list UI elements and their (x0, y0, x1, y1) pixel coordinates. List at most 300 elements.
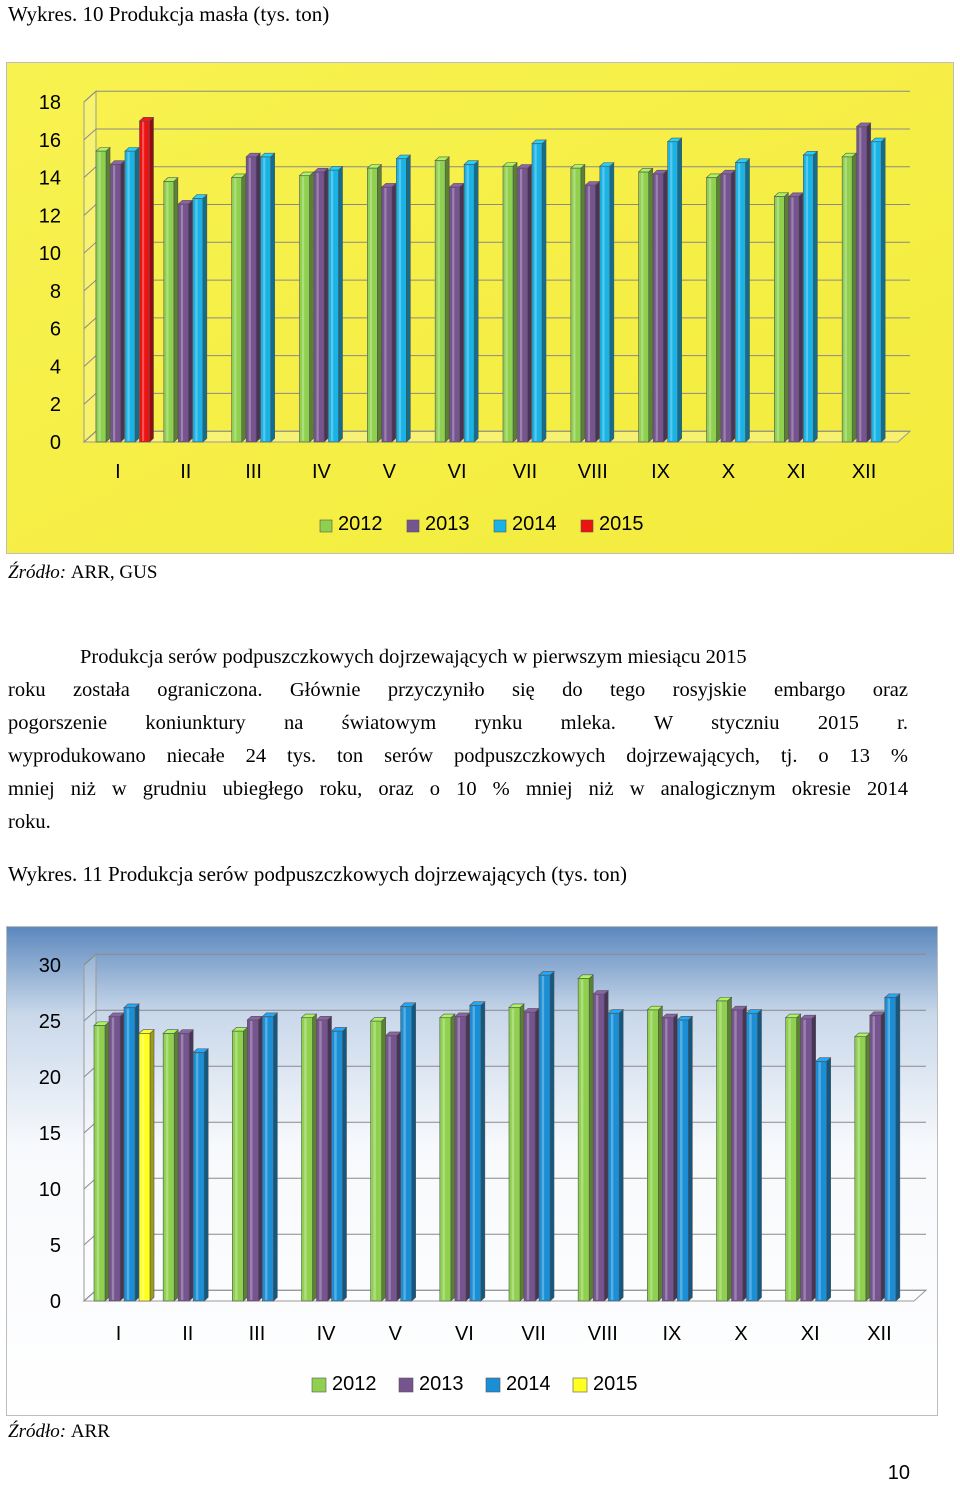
bar-2012-I (94, 1022, 109, 1301)
bar-2012-X (717, 997, 732, 1301)
bar-front (314, 172, 324, 442)
bar-highlight (370, 169, 372, 441)
chart2-source (8, 1421, 110, 1443)
bar-side (743, 1006, 747, 1301)
body-paragraph (8, 641, 908, 839)
bar-side (105, 1022, 109, 1301)
bar-front (396, 159, 406, 442)
bar-highlight (749, 1014, 751, 1300)
bar-front (707, 178, 717, 442)
bar-2015-I (139, 1030, 154, 1301)
bar-side (258, 1016, 262, 1301)
bar-front (232, 1031, 243, 1301)
bar-side (343, 1027, 347, 1301)
bar-2015-I (140, 117, 154, 442)
legend-label: 2014 (506, 1373, 551, 1395)
bar-highlight (304, 1019, 306, 1300)
bar-side (382, 1017, 386, 1301)
bar-front (450, 187, 460, 442)
x-tick-label: III (245, 461, 262, 483)
bar-highlight (738, 163, 740, 441)
bar-side (135, 148, 139, 442)
bar-front (677, 1020, 688, 1301)
x-tick-label: VII (512, 461, 538, 483)
bar-2013-I (111, 161, 125, 442)
bar-2014-IV (332, 1027, 347, 1301)
bar-front (668, 142, 678, 442)
bar-highlight (512, 1009, 514, 1300)
bar-front (247, 1020, 258, 1301)
y-tick-label: 0 (49, 432, 61, 454)
bar-front (401, 1006, 412, 1301)
y-tick-label: 15 (38, 1123, 61, 1145)
bar-highlight (650, 1011, 652, 1300)
bar-side (610, 163, 614, 442)
paragraph-line: roku została ograniczona. Głównie przyczyniło się do tego rosyjskie embargo oraz (8, 679, 908, 701)
bar-front (639, 172, 649, 442)
bar-front (124, 1008, 135, 1301)
bar-side (550, 971, 554, 1301)
bar-highlight (127, 1009, 129, 1300)
bar-highlight (602, 167, 604, 441)
bar-highlight (573, 169, 575, 441)
bar-highlight (724, 175, 726, 441)
bar-side (481, 1002, 485, 1301)
bar-front (539, 975, 550, 1301)
bar-highlight (520, 169, 522, 441)
bar-highlight (874, 143, 876, 441)
bar-highlight (581, 979, 583, 1300)
bar-front (109, 1017, 120, 1301)
bar-front (164, 181, 174, 442)
chart1-caption: Wykres. 10 Produkcja masła (tys. ton) (8, 2, 330, 26)
bar-side (604, 991, 608, 1301)
y-tick-label: 12 (38, 205, 61, 228)
bar-highlight (319, 1021, 321, 1300)
x-tick-label: X (721, 461, 736, 483)
bar-side (406, 155, 410, 442)
bar-highlight (99, 152, 101, 441)
bar-2012-I (96, 148, 110, 442)
bar-side (377, 165, 381, 442)
bar-side (313, 1014, 317, 1301)
bar-side (678, 138, 682, 442)
x-tick-label: I (115, 461, 121, 483)
chart2-source-prefix: Źródło: (8, 1421, 71, 1442)
bar-highlight (235, 1032, 237, 1300)
bar-2012-VIII (571, 165, 585, 442)
bar-2012-II (164, 178, 178, 442)
bar-2012-V (367, 165, 381, 442)
bar-side (542, 140, 546, 442)
bar-highlight (806, 156, 808, 441)
bar-highlight (709, 179, 711, 441)
bar-2014-V (396, 155, 410, 442)
bar-2013-IX (653, 170, 667, 442)
bar-highlight (334, 1032, 336, 1300)
bar-2012-II (163, 1030, 178, 1301)
bar-2014-VI (470, 1002, 485, 1301)
bar-side (242, 174, 246, 442)
bar-highlight (128, 152, 130, 441)
chart1-source (8, 562, 157, 584)
bar-side (135, 1004, 139, 1301)
bar-highlight (527, 1013, 529, 1300)
bar-highlight (384, 188, 386, 441)
x-tick-label: X (734, 1323, 748, 1345)
bar-side (203, 195, 207, 442)
bar-front (329, 170, 339, 442)
bar-front (440, 1018, 451, 1301)
bar-front (816, 1061, 827, 1301)
bar-highlight (166, 1034, 168, 1300)
bar-highlight (680, 1021, 682, 1300)
bar-side (412, 1003, 416, 1301)
bar-2013-III (247, 1016, 262, 1301)
bar-front (503, 166, 513, 442)
bar-highlight (195, 199, 197, 441)
x-tick-label: V (388, 1323, 402, 1345)
x-tick-label: XI (786, 461, 806, 483)
y-tick-label: 10 (38, 1179, 61, 1201)
bar-front (193, 1052, 204, 1301)
bar-2013-VIII (593, 991, 608, 1301)
bar-2013-VI (450, 183, 464, 442)
bar-2012-V (371, 1017, 386, 1301)
bar-side (460, 183, 464, 442)
bar-2012-IV (302, 1014, 317, 1301)
bar-2012-VI (435, 157, 449, 442)
bar-2013-VII (518, 165, 532, 442)
bar-front (885, 997, 896, 1301)
bar-front (371, 1021, 382, 1301)
bar-2012-X (707, 174, 721, 442)
bar-2012-III (232, 1027, 247, 1301)
bar-side (106, 148, 110, 442)
bar-2012-XI (774, 193, 788, 442)
bar-2013-XI (789, 193, 803, 442)
legend-swatch (494, 520, 506, 532)
bar-highlight (670, 143, 672, 441)
bar-front (178, 204, 188, 442)
bar-front (261, 157, 271, 442)
bar-highlight (142, 1034, 144, 1300)
bar-front (721, 174, 731, 442)
bar-2012-VII (503, 163, 517, 442)
bar-front (246, 157, 256, 442)
bar-front (593, 994, 604, 1301)
bar-side (731, 170, 735, 442)
bar-2014-X (747, 1010, 762, 1301)
bar-front (178, 1033, 189, 1301)
bar-highlight (399, 160, 401, 441)
bar-highlight (234, 179, 236, 441)
bar-highlight (250, 1021, 252, 1300)
bar-side (799, 193, 803, 442)
bar-highlight (641, 173, 643, 441)
y-tick-label: 18 (38, 92, 61, 114)
bar-2014-XI (816, 1058, 831, 1301)
legend-label: 2013 (419, 1373, 464, 1395)
chart1-source-name: ARR, GUS (70, 562, 158, 583)
bar-front (747, 1013, 758, 1301)
bar-2012-III (232, 174, 246, 442)
x-tick-label: XII (867, 1323, 892, 1345)
bar-front (125, 151, 135, 442)
x-tick-label: XI (800, 1323, 820, 1345)
bar-2012-IV (300, 172, 314, 442)
bar-front (647, 1010, 658, 1301)
bar-side (474, 161, 478, 442)
bar-front (653, 174, 663, 442)
bar-front (789, 196, 799, 442)
bar-2013-IV (317, 1016, 332, 1301)
bar-side (392, 183, 396, 442)
bar-highlight (803, 1020, 805, 1300)
x-tick-label: III (248, 1323, 266, 1345)
bar-highlight (265, 1018, 267, 1300)
bar-front (435, 161, 445, 442)
bar-front (736, 162, 746, 442)
bar-front (94, 1025, 105, 1301)
bar-2012-IX (639, 168, 653, 442)
bar-highlight (373, 1022, 375, 1300)
bar-side (852, 153, 856, 442)
y-tick-label: 8 (49, 280, 61, 303)
bar-2013-XII (870, 1012, 885, 1301)
bar-side (812, 1015, 816, 1301)
bar-highlight (112, 1018, 114, 1300)
bar-side (881, 1012, 885, 1301)
bar-2013-XII (857, 123, 871, 442)
bar-front (140, 121, 150, 442)
bar-2013-VI (455, 1013, 470, 1301)
bar-front (382, 187, 392, 442)
bar-side (813, 151, 817, 442)
bar-highlight (535, 145, 537, 441)
bar-2013-V (386, 1032, 401, 1301)
legend-swatch (573, 1378, 587, 1392)
y-tick-label: 0 (49, 1291, 61, 1313)
bar-front (367, 168, 377, 442)
bar-2014-II (193, 1049, 208, 1301)
paragraph-line: Produkcja serów podpuszczkowych dojrzewających w pierwszym miesiącu 2015 (80, 646, 747, 668)
chart1-butter-production (6, 62, 954, 554)
bar-highlight (788, 1019, 790, 1300)
bar-side (658, 1006, 662, 1301)
bar-2014-X (736, 159, 750, 442)
bar-front (842, 157, 852, 442)
bar-side (120, 1013, 124, 1301)
side-wall (84, 91, 96, 442)
bar-side (673, 1014, 677, 1301)
x-tick-label: IX (662, 1323, 682, 1345)
bar-front (608, 1013, 619, 1301)
bar-front (524, 1012, 535, 1301)
bar-side (581, 165, 585, 442)
bar-side (649, 168, 653, 442)
bar-side (273, 1013, 277, 1301)
bar-side (121, 161, 125, 442)
bar-2012-IX (647, 1006, 662, 1301)
chart2-source-name: ARR (70, 1421, 110, 1442)
bar-2014-VIII (600, 163, 614, 442)
bar-2014-I (125, 148, 139, 442)
bar-2012-VII (509, 1004, 524, 1301)
bar-side (271, 153, 275, 442)
bar-front (600, 166, 610, 442)
x-tick-label: XII (851, 461, 877, 483)
x-tick-label: VII (521, 1323, 546, 1345)
bar-highlight (588, 186, 590, 441)
bar-highlight (791, 197, 793, 441)
bar-side (520, 1004, 524, 1301)
bar-front (571, 168, 581, 442)
bar-2012-VIII (578, 975, 593, 1301)
legend-swatch (320, 520, 332, 532)
bar-front (163, 1033, 174, 1301)
legend-swatch (486, 1378, 500, 1392)
bar-highlight (506, 167, 508, 441)
bar-highlight (263, 158, 265, 441)
bar-side (150, 117, 154, 442)
bar-2013-X (732, 1006, 747, 1301)
bar-front (786, 1018, 797, 1301)
bar-2012-XII (842, 153, 856, 442)
bar-2013-III (246, 153, 260, 442)
bar-highlight (734, 1011, 736, 1300)
paragraph-line: roku. (8, 811, 51, 833)
bar-side (595, 182, 599, 442)
bar-highlight (142, 122, 144, 441)
bar-front (803, 155, 813, 442)
bar-side (328, 1016, 332, 1301)
bar-front (300, 176, 310, 442)
bar-2014-VII (532, 140, 546, 442)
page-number: 10 (887, 1462, 910, 1484)
bar-2014-VIII (608, 1010, 623, 1301)
bar-side (528, 165, 532, 442)
bar-highlight (656, 175, 658, 441)
bar-highlight (438, 162, 440, 441)
bar-2013-V (382, 183, 396, 442)
bar-highlight (873, 1016, 875, 1300)
bar-front (139, 1033, 150, 1301)
bar-front (732, 1010, 743, 1301)
y-tick-label: 2 (49, 394, 61, 417)
x-tick-label: VIII (577, 461, 608, 483)
bar-highlight (473, 1006, 475, 1300)
bar-side (827, 1058, 831, 1301)
bar-side (339, 166, 343, 442)
bar-front (532, 144, 542, 442)
bar-front (455, 1017, 466, 1301)
bar-side (663, 170, 667, 442)
legend-swatch (407, 520, 419, 532)
bar-2013-I (109, 1013, 124, 1301)
bar-front (262, 1017, 273, 1301)
bar-side (174, 1030, 178, 1301)
y-tick-label: 16 (38, 129, 61, 152)
bar-front (662, 1018, 673, 1301)
legend-label: 2014 (512, 513, 557, 535)
bar-front (717, 1001, 728, 1301)
x-tick-label: II (182, 1323, 194, 1345)
bar-front (386, 1036, 397, 1301)
bar-front (111, 164, 121, 442)
bar-side (896, 994, 900, 1301)
y-tick-label: 30 (38, 955, 61, 977)
bar-front (855, 1037, 866, 1301)
bar-2013-VIII (585, 182, 599, 442)
bar-highlight (888, 998, 890, 1300)
bar-2014-VI (464, 161, 478, 442)
chart2-caption: Wykres. 11 Produkcja serów podpuszczkowych dojrzewających (tys. ton) (8, 862, 628, 886)
bar-side (758, 1010, 762, 1301)
bar-side (204, 1049, 208, 1301)
legend-swatch (399, 1378, 413, 1392)
bar-side (717, 174, 721, 442)
x-tick-label: VI (447, 461, 467, 483)
bar-highlight (196, 1053, 198, 1300)
bar-2014-XI (803, 151, 817, 442)
bar-front (871, 142, 881, 442)
bar-2013-II (178, 1030, 193, 1301)
paragraph-line: mniej niż w grudniu ubiegłego roku, oraz o 10 % mniej niż w analogicznym okresie 2014 (8, 778, 908, 800)
bar-side (866, 1033, 870, 1301)
bar-2013-IX (662, 1014, 677, 1301)
bar-side (324, 168, 328, 442)
bar-front (332, 1031, 343, 1301)
bar-front (801, 1019, 812, 1301)
bar-highlight (845, 158, 847, 441)
bar-2014-XII (885, 994, 900, 1301)
bar-side (150, 1030, 154, 1301)
bar-front (509, 1008, 520, 1301)
x-tick-label: II (180, 461, 192, 483)
x-tick-label: V (382, 461, 396, 483)
bar-2013-X (721, 170, 735, 442)
y-tick-label: 10 (38, 243, 61, 266)
bar-highlight (458, 1018, 460, 1300)
bar-highlight (467, 165, 469, 441)
bar-side (188, 200, 192, 442)
bar-front (96, 151, 106, 442)
bar-side (451, 1014, 455, 1301)
legend-swatch (581, 520, 593, 532)
bar-2012-XII (855, 1033, 870, 1301)
paragraph-line: pogorszenie koniunktury na światowym rynku mleka. W styczniu 2015 r. (8, 712, 908, 734)
bar-side (310, 172, 314, 442)
bar-2013-XI (801, 1015, 816, 1301)
bar-highlight (181, 1034, 183, 1300)
bar-2014-I (124, 1004, 139, 1301)
chart1-source-prefix: Źródło: (8, 562, 71, 583)
bar-side (189, 1030, 193, 1301)
y-tick-label: 5 (49, 1235, 61, 1257)
bar-front (302, 1018, 313, 1301)
bar-highlight (181, 205, 183, 441)
bar-front (578, 978, 589, 1301)
bar-side (797, 1014, 801, 1301)
bar-2014-IX (668, 138, 682, 442)
bar-highlight (113, 165, 115, 441)
bar-highlight (97, 1026, 99, 1300)
legend-label: 2015 (599, 513, 644, 535)
bar-highlight (542, 976, 544, 1300)
bar-highlight (858, 1038, 860, 1300)
bar-highlight (443, 1019, 445, 1300)
